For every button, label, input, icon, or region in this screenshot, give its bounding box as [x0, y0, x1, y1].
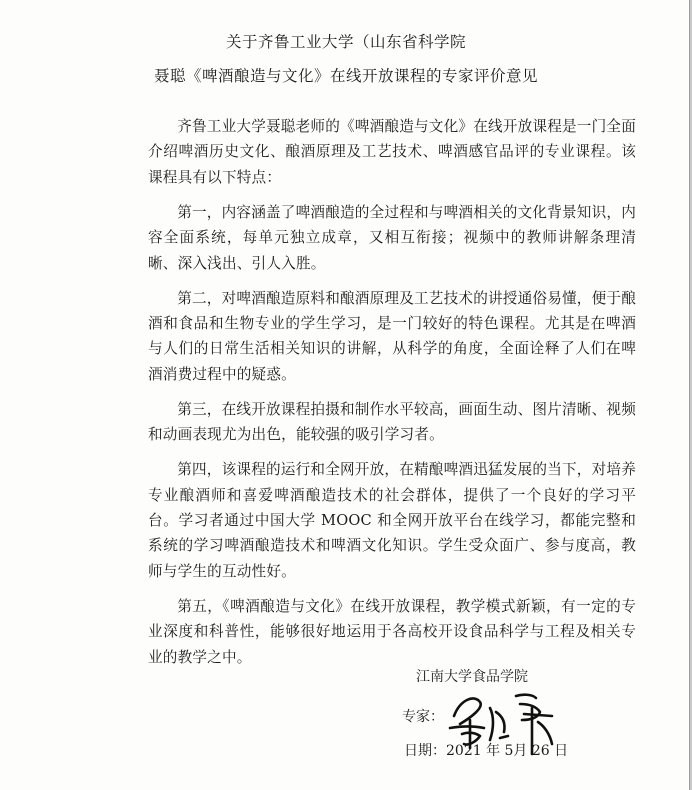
paragraph-point-3: 第三，在线开放课程拍摄和制作水平较高，画面生动、图片清晰、视频和动画表现尤为出色，能较强的吸引学习者。: [148, 400, 636, 444]
document-title-line-1: 关于齐鲁工业大学（山东省科学院: [225, 33, 466, 51]
signoff-organization: 江南大学食品学院: [416, 669, 528, 685]
signoff-expert-label: 专家：: [402, 709, 444, 725]
signoff-date: 日期：2021 年 5月 26 日: [404, 743, 569, 759]
paragraph-point-2: 第二，对啤酒酿造原料和酿酒原理及工艺技术的讲授通俗易懂，便于酿酒和食品和生物专业的学生学习，是一门较好的特色课程。尤其是在啤酒与人们的日常生活相关知识的讲解，从科学的角度，全面诠释了人们在啤酒消费过程中的疑惑。: [148, 289, 636, 383]
page-edge: [689, 0, 690, 790]
paragraph-intro: 齐鲁工业大学聂聪老师的《啤酒酿造与文化》在线开放课程是一门全面介绍啤酒历史文化、酿酒原理及工艺技术、啤酒感官品评的专业课程。该课程具有以下特点：: [148, 118, 636, 186]
paragraph-point-1: 第一，内容涵盖了啤酒酿造的全过程和与啤酒相关的文化背景知识，内容全面系统，每单元独立成章，又相互衔接；视频中的教师讲解条理清晰、深入浅出、引人入胜。: [148, 203, 636, 272]
paragraph-point-5: 第五，《啤酒酿造与文化》在线开放课程，教学模式新颖，有一定的专业深度和科普性，能够很好地运用于各高校开设食品科学与工程及相关专业的教学之中。: [148, 597, 636, 666]
paragraph-point-4: 第四，该课程的运行和全网开放，在精酿啤酒迅猛发展的当下，对培养专业酿酒师和喜爱啤酒酿造技术的社会群体，提供了一个良好的学习平台。学习者通过中国大学 MOOC 和全网开放平台在线学习，都能完整和系统的学习啤酒酿造技术和啤酒文化知识。学生受众面广、参与度高，教师与学生的互动性好。: [148, 461, 636, 580]
document-title-line-2: 聂聪《啤酒酿造与文化》在线开放课程的专家评价意见: [153, 67, 538, 85]
evaluation-body: [148, 114, 636, 680]
